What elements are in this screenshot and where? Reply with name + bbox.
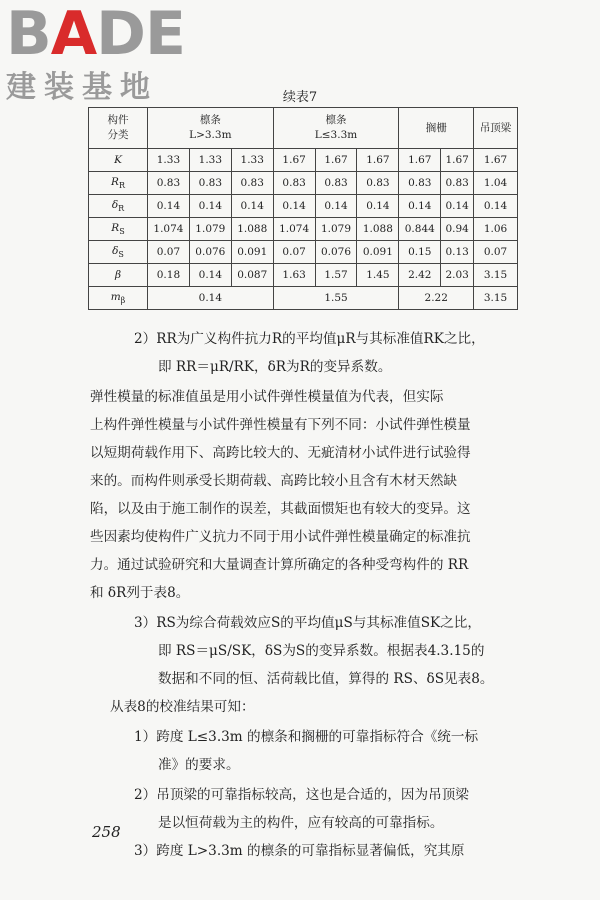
logo-wordmark	[6, 0, 185, 69]
row-label: K	[89, 149, 148, 172]
table-row	[89, 264, 518, 287]
table-cell: 1.67	[357, 149, 399, 172]
table-cell: 0.15	[399, 241, 441, 264]
table-cell: 1.04	[474, 172, 518, 195]
table-caption: 续表7	[282, 90, 318, 105]
paragraph-line: 3）RS为综合荷载效应S的平均值μS与其标准值SK之比，	[134, 615, 481, 631]
table-row	[89, 149, 518, 172]
table-cell: 0.18	[148, 264, 190, 287]
table-cell: 3.15	[474, 287, 518, 310]
table-cell: 1.06	[474, 218, 518, 241]
table-cell: 1.079	[315, 218, 357, 241]
paragraph-line: 来的。而构件则承受长期荷载、高跨比较小且含有木材天然缺	[90, 473, 458, 489]
table-cell: 0.83	[357, 172, 399, 195]
table-cell: 0.076	[315, 241, 357, 264]
row-label: β	[89, 264, 148, 287]
header-cell: 檩条 L≤3.3m	[273, 108, 399, 149]
table-cell: 1.67	[273, 149, 315, 172]
table-cell: 0.83	[189, 172, 231, 195]
row-label: $R_R$	[89, 172, 148, 195]
data-table	[88, 107, 518, 310]
table-cell: 0.14	[441, 195, 474, 218]
table-cell: 0.14	[231, 195, 273, 218]
table-cell: 0.07	[474, 241, 518, 264]
table-cell: 0.844	[399, 218, 441, 241]
table-cell: 1.67	[399, 149, 441, 172]
table-row-mbeta	[89, 287, 518, 310]
paragraph-line: 陷，以及由于施工制作的误差，其截面惯矩也有较大的变异。这	[90, 501, 471, 517]
table-body	[89, 149, 518, 310]
table-cell: 1.074	[273, 218, 315, 241]
table-cell: 1.33	[189, 149, 231, 172]
table-cell: 0.076	[189, 241, 231, 264]
table-cell: 2.42	[399, 264, 441, 287]
logo-letters-1: B	[6, 0, 51, 69]
table-cell: 0.14	[189, 264, 231, 287]
table-cell: 1.55	[273, 287, 399, 310]
table-cell: 0.13	[441, 241, 474, 264]
row-label: $\delta_R$	[89, 195, 148, 218]
paragraph-line: 是以恒荷载为主的构件，应有较高的可靠指标。	[158, 815, 444, 831]
table-cell: 0.14	[357, 195, 399, 218]
table-cell: 0.94	[441, 218, 474, 241]
paragraph-line: 1）跨度 L≤3.3m 的檩条和搁栅的可靠指标符合《统一标	[134, 729, 479, 745]
table-row	[89, 172, 518, 195]
row-label: $R_S$	[89, 218, 148, 241]
table-cell: 0.83	[148, 172, 190, 195]
table-cell: 1.079	[189, 218, 231, 241]
table-cell: 0.14	[399, 195, 441, 218]
table-cell: 0.091	[357, 241, 399, 264]
table-cell: 0.83	[399, 172, 441, 195]
paragraph-line: 即 RS＝μS/SK，δS为S的变异系数。根据表4.3.15的	[158, 643, 485, 659]
header-cell: 构件 分类	[89, 108, 148, 149]
table-cell: 1.088	[357, 218, 399, 241]
row-label: $\delta_S$	[89, 241, 148, 264]
table-cell: 0.14	[273, 195, 315, 218]
table-row	[89, 195, 518, 218]
table-cell: 0.07	[273, 241, 315, 264]
table-cell: 0.83	[315, 172, 357, 195]
paragraph-line: 些因素均使构件广义抗力不同于用小试件弹性模量确定的标准抗	[90, 529, 471, 545]
header-cell: 檩条 L>3.3m	[148, 108, 274, 149]
table-row	[89, 218, 518, 241]
table-row	[89, 241, 518, 264]
table-cell: 0.091	[231, 241, 273, 264]
paragraph-line: 即 RR＝μR/RK，δR为R的变异系数。	[158, 359, 392, 375]
table-cell: 1.57	[315, 264, 357, 287]
table-cell: 0.14	[315, 195, 357, 218]
table-cell: 1.67	[315, 149, 357, 172]
table-cell: 1.45	[357, 264, 399, 287]
table-cell: 3.15	[474, 264, 518, 287]
table-cell: 1.33	[231, 149, 273, 172]
row-label: $m_\beta$	[89, 287, 148, 310]
paragraph-line: 从表8的校准结果可知：	[110, 699, 255, 715]
logo-accent-letter: A	[50, 0, 97, 69]
paragraph-line: 3）跨度 L>3.3m 的檩条的可靠指标显著偏低，究其原	[134, 843, 465, 859]
header-cell: 搁栅	[399, 108, 474, 149]
paragraph-line: 弹性模量的标准值虽是用小试件弹性模量值为代表，但实际	[90, 389, 444, 405]
table-cell: 0.83	[273, 172, 315, 195]
table-cell: 0.14	[189, 195, 231, 218]
header-cell: 吊顶梁	[474, 108, 518, 149]
table-cell: 0.14	[474, 195, 518, 218]
paragraph-line: 2）吊顶梁的可靠指标较高，这也是合适的，因为吊顶梁	[134, 787, 469, 803]
table-cell: 1.088	[231, 218, 273, 241]
table-cell: 1.67	[441, 149, 474, 172]
table-cell: 1.074	[148, 218, 190, 241]
paragraph-line: 数据和不同的恒、活荷载比值，算得的 RS、δS见表8。	[158, 671, 494, 687]
table-cell: 2.22	[399, 287, 474, 310]
table-cell: 0.14	[148, 195, 190, 218]
paragraph-line: 2）RR为广义构件抗力R的平均值μR与其标准值RK之比，	[134, 331, 485, 347]
table-cell: 0.83	[231, 172, 273, 195]
table-cell: 0.07	[148, 241, 190, 264]
paragraph-line: 准》的要求。	[158, 757, 240, 773]
paragraph-line: 力。通过试验研究和大量调查计算所确定的各种受弯构件的 RR	[90, 557, 469, 573]
paragraph-line: 上构件弹性模量与小试件弹性模量有下列不同：小试件弹性模量	[90, 417, 471, 433]
logo-letters-2: DE	[96, 0, 185, 69]
paragraph-line: 以短期荷载作用下、高跨比较大的、无疵清材小试件进行试验得	[90, 445, 471, 461]
table-cell: 1.67	[474, 149, 518, 172]
table-cell: 1.63	[273, 264, 315, 287]
table-cell: 1.33	[148, 149, 190, 172]
table-cell: 2.03	[441, 264, 474, 287]
paragraph-line: 和 δR列于表8。	[90, 585, 190, 601]
logo-subtitle: 建装基地	[6, 70, 158, 105]
table-cell: 0.83	[441, 172, 474, 195]
table-cell: 0.087	[231, 264, 273, 287]
table-cell: 0.14	[148, 287, 274, 310]
page-number: 258	[92, 823, 121, 841]
